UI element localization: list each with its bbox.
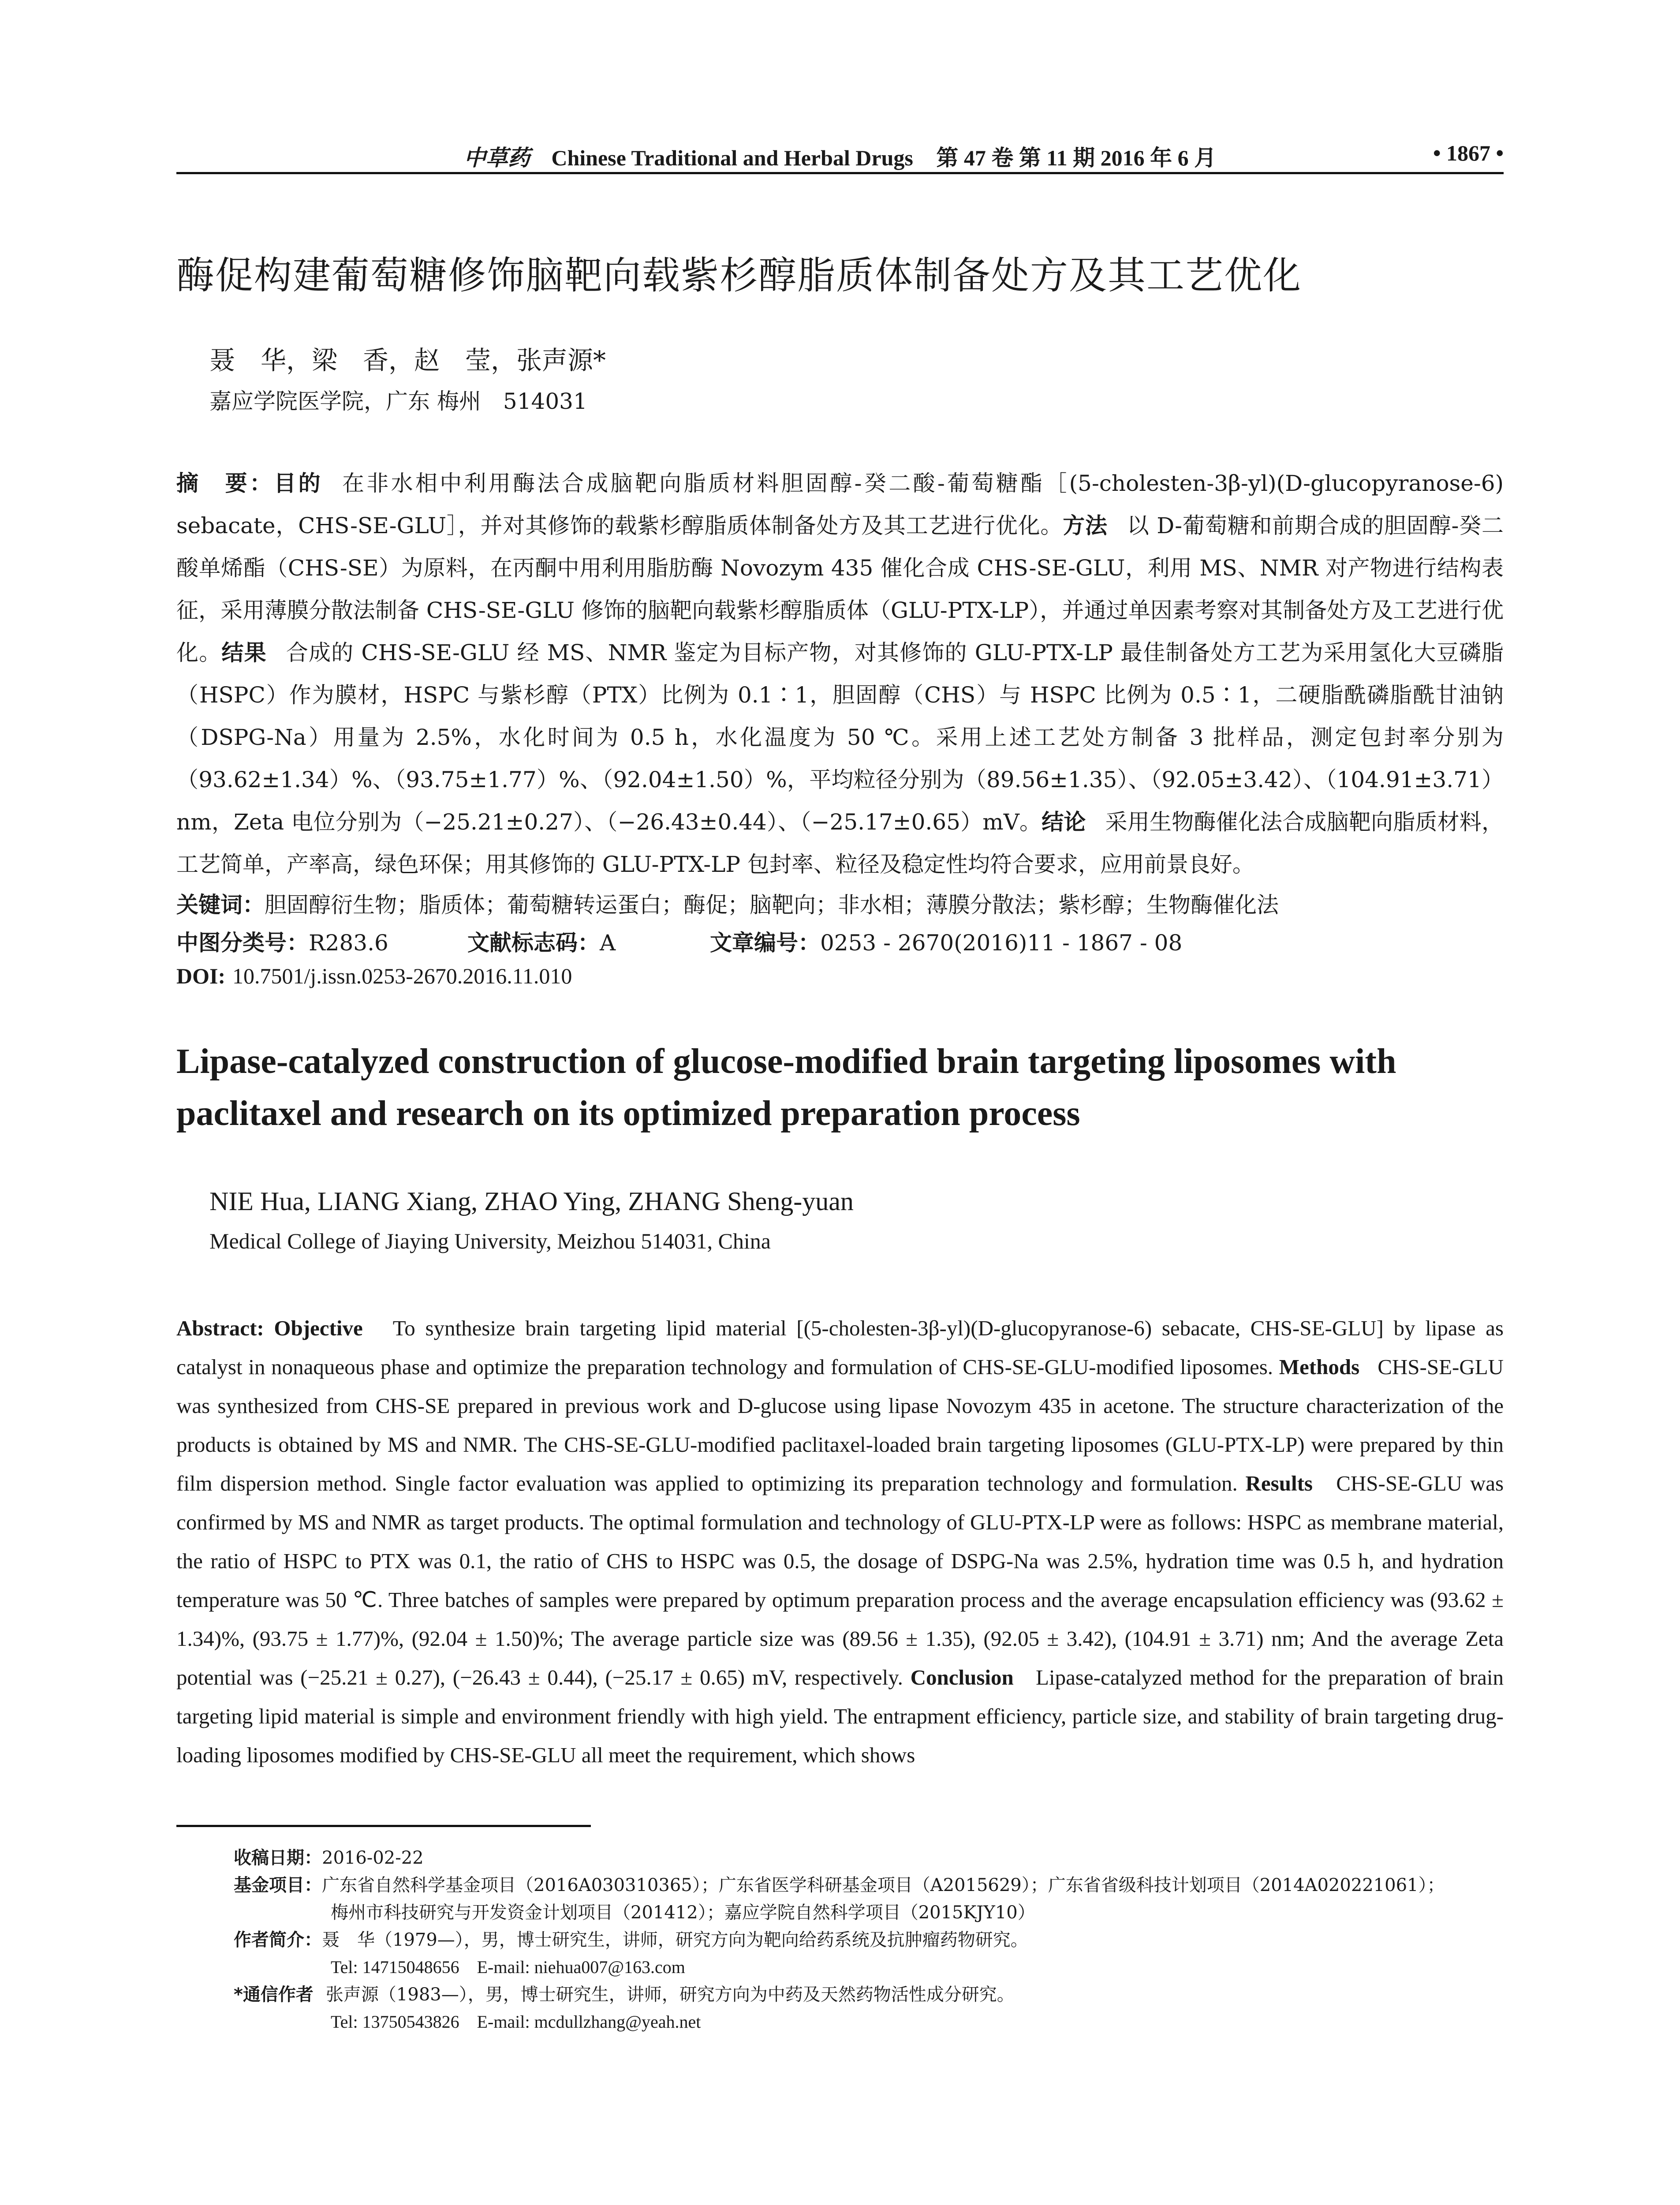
en-abstract-label: Abstract: Objective <box>176 1316 363 1340</box>
journal-line <box>176 140 1504 172</box>
en-objective-text: To synthesize brain targeting lipid material [(5-cholesten-3β-yl)(D-glucopyranose-6) sebacate, CHS-SE-GLU] by lipase as catalyst in nonaqueous phase and optimize the preparation technology and formulation of CHS-SE-GLU-modified liposomes. <box>176 1316 1504 1379</box>
chinese-abstract <box>176 462 1504 886</box>
chinese-authors: 聂 华，梁 香，赵 莹，张声源* <box>209 345 606 375</box>
journal-issue: 第 47 卷 第 11 期 2016 年 6 月 <box>936 146 1217 170</box>
abstract-label: 摘 要： <box>176 471 274 496</box>
corresponding-contact-row <box>234 2008 1504 2036</box>
author-contact: Tel: 14715048656 E-mail: niehua007@163.com <box>331 1957 685 1977</box>
running-header <box>176 140 1504 174</box>
journal-name: Chinese Traditional and Herbal Drugs <box>551 146 913 170</box>
clc-label: 中图分类号： <box>176 930 309 956</box>
doc-code-label: 文献标志码： <box>467 930 600 956</box>
chinese-title: 酶促构建葡萄糖修饰脑靶向载紫杉醇脂质体制备处方及其工艺优化 <box>176 254 1302 298</box>
fund-row <box>234 1872 1504 1899</box>
en-methods-text: CHS-SE-GLU was synthesized from CHS-SE prepared in previous work and D-glucose using lipase Novozym 435 in acetone. The structure characterization of the products is obtained by MS and NMR. The CHS-SE-GLU-modified paclitaxel-loaded brain targeting liposomes (GLU-PTX-LP) were prepared by thin film dispersion method. Single factor evaluation was applied to optimizing its preparation technology and formulation. <box>176 1355 1504 1495</box>
article-number: 0253 - 2670(2016)11 - 1867 - 08 <box>820 930 1183 956</box>
doi-line <box>176 963 572 989</box>
conclusion-text: 采用生物酶催化法合成脑靶向脂质材料，工艺简单，产率高，绿色环保；用其修饰的 GLU-PTX-LP 包封率、粒径及稳定性均符合要求，应用前景良好。 <box>176 809 1504 877</box>
fund-text-line2: 梅州市科技研究与开发资金计划项目（201412）；嘉应学院自然科学项目（2015KJY10） <box>331 1902 1035 1923</box>
author-contact-row <box>234 1954 1504 1981</box>
author-bio-row <box>234 1926 1504 1954</box>
corresponding-contact: Tel: 13750543826 E-mail: mcdullzhang@yeah.net <box>331 2012 701 2032</box>
journal-logo: 中草药 <box>463 146 530 170</box>
results-text: 合成的 CHS-SE-GLU 经 MS、NMR 鉴定为目标产物，对其修饰的 GLU-PTX-LP 最佳制备处方工艺为采用氢化大豆磷脂（HSPC）作为膜材，HSPC 与紫杉醇（PTX）比例为 0.1∶1，胆固醇（CHS）与 HSPC 比例为 0.5∶1，二硬脂酰磷脂酰甘油钠（DSPG-Na）用量为 2.5%，水化时间为 0.5 h，水化温度为 50 ℃。采用上述工艺处方制备 3 批样品，测定包封率分别为（93.62±1.34）%、（93.75±1.77）%、（92.04±1.50）%，平均粒径分别为（89.56±1.35）、（92.05±3.42）、（104.91±3.71）nm，Zeta 电位分别为（−25.21±0.27）、（−26.43±0.44）、（−25.17±0.65）mV。 <box>176 640 1504 835</box>
english-affiliation: Medical College of Jiaying University, Meizhou 514031, China <box>209 1229 771 1253</box>
fund-row-continued <box>234 1899 1504 1926</box>
en-methods-label: Methods <box>1279 1355 1360 1379</box>
keywords-line <box>176 887 1279 919</box>
author-bio: 聂 华（1979—），男，博士研究生，讲师，研究方向为靶向给药系统及抗肿瘤药物研究。 <box>322 1930 1028 1950</box>
keywords-label: 关键词： <box>176 892 265 918</box>
doi-label: DOI: <box>176 964 226 988</box>
en-results-label: Results <box>1245 1471 1313 1495</box>
results-label: 结果 <box>221 640 267 665</box>
page-number: • 1867 • <box>1433 141 1504 165</box>
fund-label: 基金项目： <box>234 1875 322 1895</box>
clc-number: R283.6 <box>309 930 388 956</box>
en-conclusion-label: Conclusion <box>910 1665 1014 1689</box>
english-abstract <box>176 1309 1504 1775</box>
doc-code: A <box>600 930 616 956</box>
english-authors: NIE Hua, LIANG Xiang, ZHAO Ying, ZHANG Sheng-yuan <box>209 1187 854 1216</box>
corresponding-bio: 张声源（1983—），男，博士研究生，讲师，研究方向为中药及天然药物活性成分研究。 <box>325 1984 1015 2005</box>
methods-label: 方法 <box>1063 513 1108 538</box>
classification-line <box>176 925 1182 957</box>
footnote-divider <box>176 1825 591 1827</box>
article-number-label: 文章编号： <box>710 930 820 956</box>
objective-label: 目的 <box>274 471 323 496</box>
received-date-row <box>234 1844 1504 1872</box>
doi-value[interactable]: 10.7501/j.issn.0253-2670.2016.11.010 <box>232 964 572 988</box>
keywords: 胆固醇衍生物；脂质体；葡萄糖转运蛋白；酶促；脑靶向；非水相；薄膜分散法；紫杉醇；生物酶催化法 <box>265 892 1279 918</box>
en-results-text: CHS-SE-GLU was confirmed by MS and NMR as target products. The optimal formulation and technology of GLU-PTX-LP were as follows: HSPC as membrane material, the ratio of HSPC to PTX was 0.1, the ratio of CHS to HSPC was 0.5, the dosage of DSPG-Na was 2.5%, hydration time was 0.5 h, and hydration temperature was 50 ℃. Three batches of samples were prepared by optimum preparation process and the average encapsulation efficiency was (93.62 ± 1.34)%, (93.75 ± 1.77)%, (92.04 ± 1.50)%; The average particle size was (89.56 ± 1.35), (92.05 ± 3.42), (104.91 ± 3.71) nm; And the average Zeta potential was (−25.21 ± 0.27), (−26.43 ± 0.44), (−25.17 ± 0.65) mV, respectively. <box>176 1471 1504 1689</box>
corresponding-author-row <box>234 1981 1504 2008</box>
objective-text: 在非水相中利用酶法合成脑靶向脂质材料胆固醇-癸二酸-葡萄糖酯［(5-cholesten-3β-yl)(D-glucopyranose-6) sebacate，CHS-SE-GLU］，并对其修饰的载紫杉醇脂质体制备处方及其工艺进行优化。 <box>176 471 1504 538</box>
received-date: 2016-02-22 <box>322 1848 424 1868</box>
en-conclusion-text: Lipase-catalyzed method for the preparation of brain targeting lipid material is simple and environment friendly with high yield. The entrapment efficiency, particle size, and stability of brain targeting drug-loading liposomes modified by CHS-SE-GLU all meet the requirement, which shows <box>176 1665 1504 1767</box>
english-title: Lipase-catalyzed construction of glucose-modified brain targeting liposomes with paclitaxel and research on its optimized preparation process <box>176 1042 1396 1133</box>
fund-text-line1: 广东省自然科学基金项目（2016A030310365）；广东省医学科研基金项目（A2015629）；广东省省级科技计划项目（2014A020221061）； <box>322 1875 1445 1895</box>
author-bio-label: 作者简介： <box>234 1930 322 1950</box>
received-label: 收稿日期： <box>234 1848 322 1868</box>
methods-text: 以 D-葡萄糖和前期合成的胆固醇-癸二酸单烯酯（CHS-SE）为原料，在丙酮中用利用脂肪酶 Novozym 435 催化合成 CHS-SE-GLU，利用 MS、NMR 对产物进行结构表征，采用薄膜分散法制备 CHS-SE-GLU 修饰的脑靶向载紫杉醇脂质体（GLU-PTX-LP），并通过单因素考察对其制备处方及工艺进行优化。 <box>176 513 1504 665</box>
footnotes <box>234 1844 1504 2036</box>
corresponding-label: *通信作者 <box>234 1984 314 2005</box>
conclusion-label: 结论 <box>1042 809 1086 835</box>
chinese-affiliation: 嘉应学院医学院，广东 梅州 514031 <box>209 389 587 414</box>
